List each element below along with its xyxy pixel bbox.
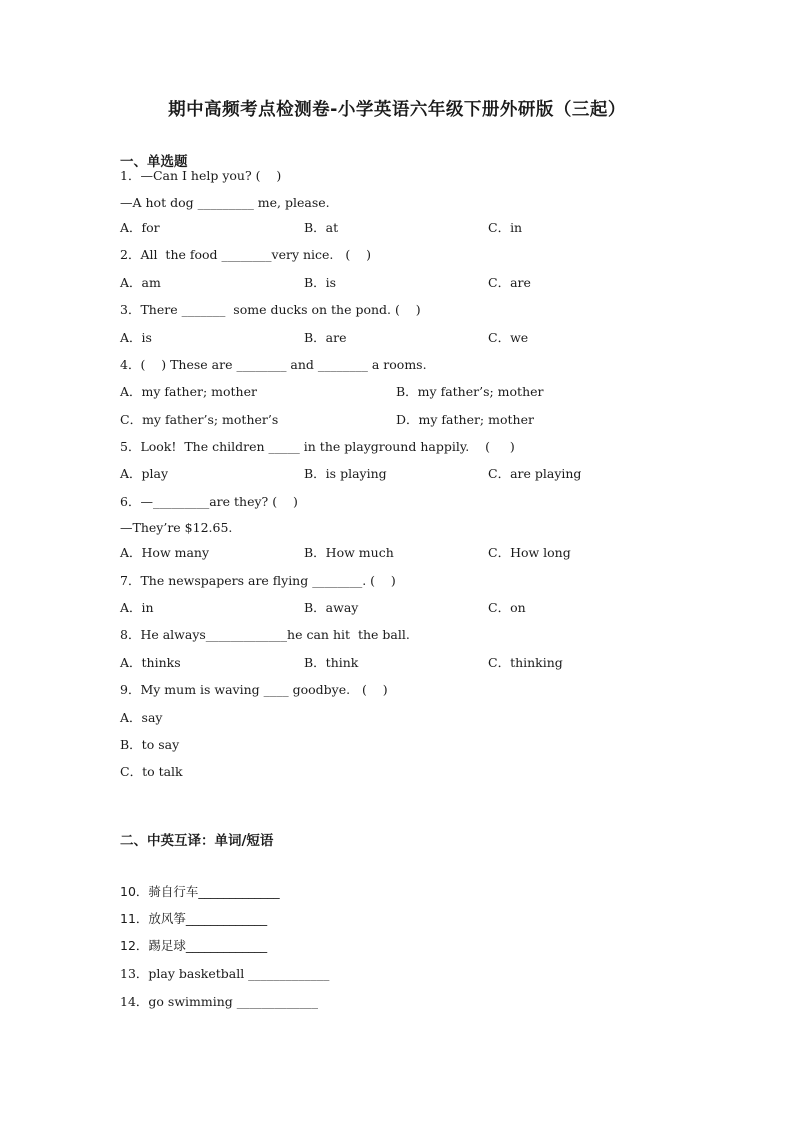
question-6-line2: —They’re $12.65. <box>120 520 233 535</box>
question-5-option-c: C．are playing <box>488 466 582 481</box>
question-2-option-c: C．are <box>488 275 531 290</box>
question-7-option-c: C．on <box>488 600 526 615</box>
question-6-option-a: A．How many <box>120 545 210 560</box>
question-8-option-c: C．thinking <box>488 655 563 670</box>
section-heading-translation: 二、中英互译：单词/短语 <box>120 833 274 849</box>
question-1-option-a: A．for <box>120 220 160 235</box>
question-8-option-b: B．think <box>304 655 359 670</box>
question-2-option-b: B．is <box>304 275 337 290</box>
question-11: 11．放风筝_____________ <box>120 911 268 926</box>
question-1-option-b: B．at <box>304 220 339 235</box>
question-9-option-a: A．say <box>120 710 163 725</box>
question-8-option-a: A．thinks <box>120 655 181 670</box>
question-3-option-a: A．is <box>120 330 152 345</box>
question-7-option-b: B．away <box>304 600 359 615</box>
question-1-stem: 1．—Can I help you? ( ) <box>120 168 282 183</box>
question-5-option-b: B．is playing <box>304 466 387 481</box>
question-6-option-c: C．How long <box>488 545 571 560</box>
question-13: 13．play basketball _____________ <box>120 966 330 981</box>
question-5-stem: 5．Look! The children _____ in the playground happily. ( ) <box>120 439 515 454</box>
question-1-option-c: C．in <box>488 220 523 235</box>
question-6-stem: 6．—_________are they? ( ) <box>120 494 298 509</box>
question-2-option-a: A．am <box>120 275 161 290</box>
question-7-option-a: A．in <box>120 600 154 615</box>
question-3-option-c: C．we <box>488 330 529 345</box>
question-9-option-c: C．to talk <box>120 764 183 779</box>
page-title: 期中高频考点检测卷-小学英语六年级下册外研版（三起） <box>168 100 626 120</box>
section-heading-single-choice: 一、单选题 <box>120 154 188 170</box>
question-4-option-b: B．my father’s; mother <box>396 384 544 399</box>
question-5-option-a: A．play <box>120 466 169 481</box>
question-2-stem: 2．All the food ________very nice. ( ) <box>120 247 371 262</box>
question-8-stem: 8．He always_____________he can hit the ball. <box>120 627 410 642</box>
question-14: 14．go swimming _____________ <box>120 994 318 1009</box>
question-9-stem: 9．My mum is waving ____ goodbye. ( ) <box>120 682 388 697</box>
question-4-option-c: C．my father’s; mother’s <box>120 412 279 427</box>
question-7-stem: 7．The newspapers are flying ________. ( ) <box>120 573 396 588</box>
question-9-option-b: B．to say <box>120 737 180 752</box>
question-3-option-b: B．are <box>304 330 347 345</box>
question-6-option-b: B．How much <box>304 545 394 560</box>
question-3-stem: 3．There _______ some ducks on the pond. ( ) <box>120 302 421 317</box>
question-4-option-a: A．my father; mother <box>120 384 257 399</box>
question-12: 12．踢足球_____________ <box>120 938 268 953</box>
question-10: 10．骑自行车_____________ <box>120 884 280 899</box>
question-4-option-d: D．my father; mother <box>396 412 534 427</box>
question-1-line2: —A hot dog _________ me, please. <box>120 195 330 210</box>
question-4-stem: 4．( ) These are ________ and ________ a rooms. <box>120 357 427 372</box>
